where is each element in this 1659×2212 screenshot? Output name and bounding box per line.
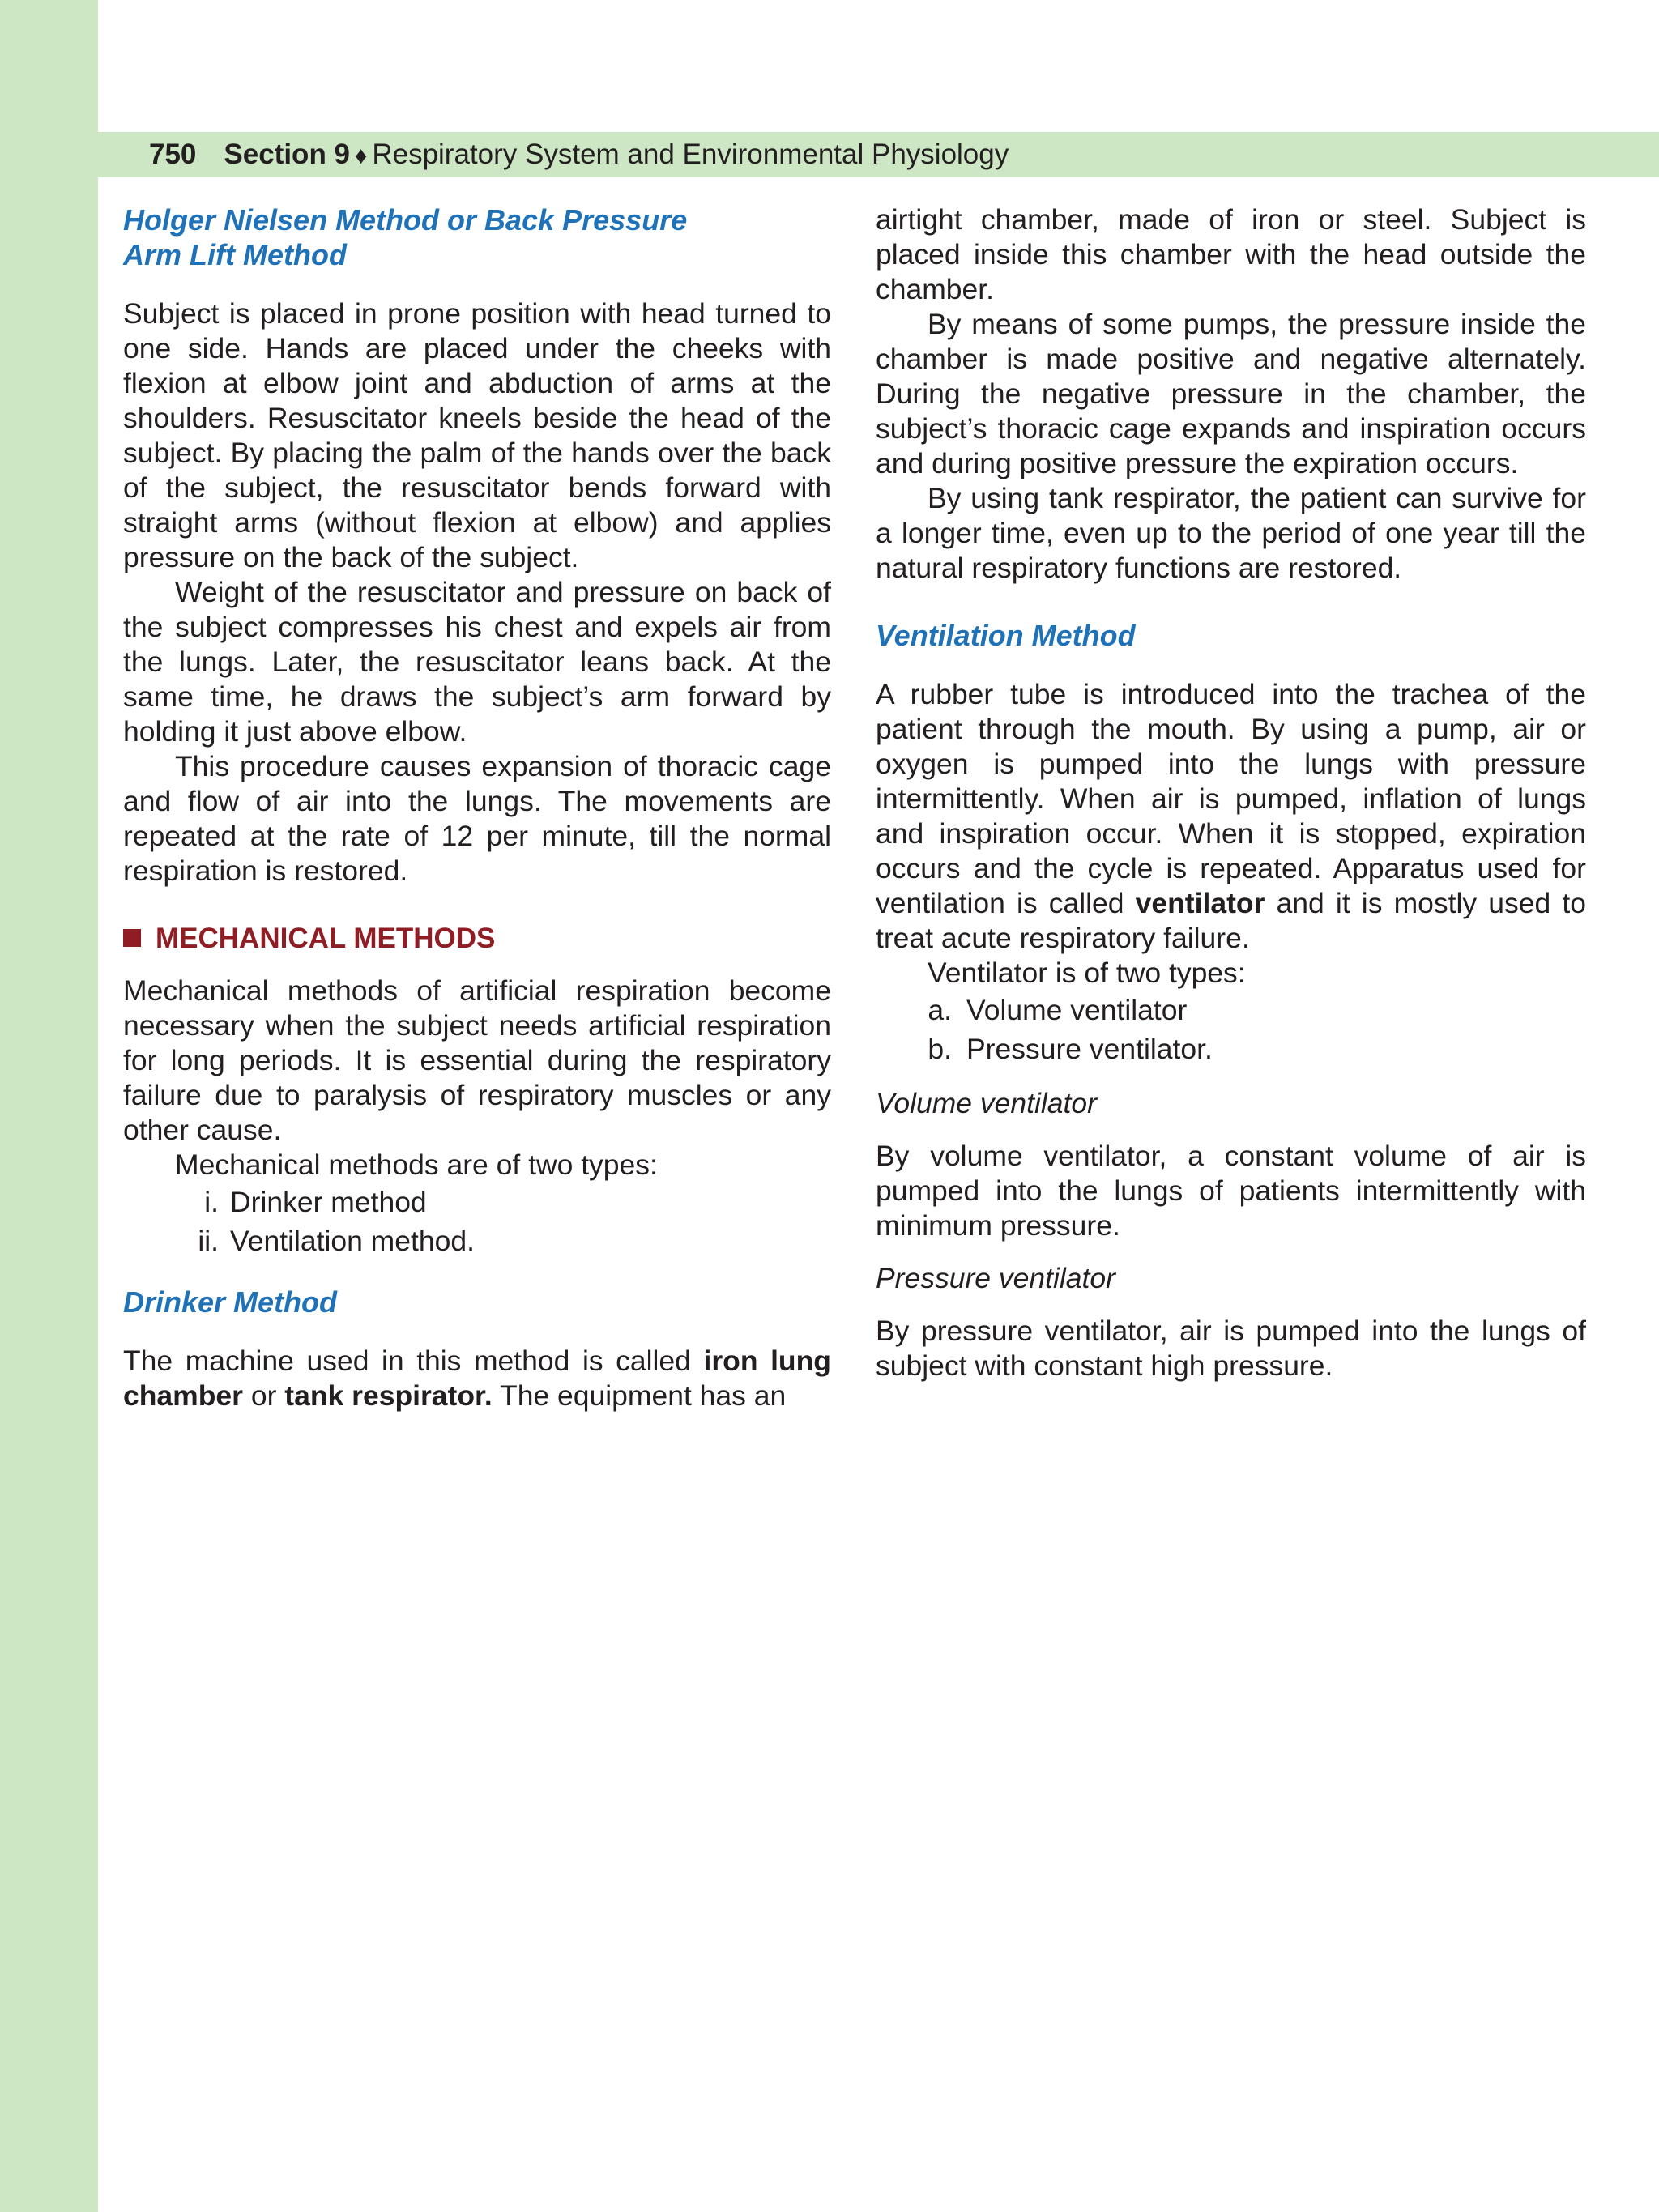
drinker-continued-paragraph-3: By using tank respirator, the patient can survive for a longer time, even up to the period of one year till the natural respiratory functions are restored. xyxy=(876,482,1586,584)
volume-ventilator-paragraph: By volume ventilator, a constant volume of air is pumped into the lungs of patients intermittently with minimum pressure. xyxy=(876,1140,1586,1242)
pressure-ventilator-heading: Pressure ventilator xyxy=(876,1262,1115,1294)
list-item: b. Pressure ventilator. xyxy=(928,1033,1213,1065)
holger-paragraph-2: Weight of the resuscitator and pressure on back of the subject compresses his chest and expels air from the lungs. Later, the resuscitator leans back. At the same time, he draws the subject’s arm forward by holding it just above elbow. xyxy=(123,576,831,748)
drinker-method-heading: Drinker Method xyxy=(123,1285,338,1319)
holger-paragraph-1: Subject is placed in prone position with head turned to one side. Hands are placed under the cheeks with flexion at elbow joint and abduction of arms at the shoulders. Resuscitator kneels beside the head of the subject. By placing the palm of the hands over the back of the subject, the resuscitator bends forward with straight arms (without flexion at elbow) and applies pressure on the back of the subject. xyxy=(123,297,831,573)
ventilator-types-list xyxy=(876,991,1586,1068)
pressure-ventilator-paragraph: By pressure ventilator, air is pumped into the lungs of subject with constant high pressure. xyxy=(876,1315,1586,1382)
square-bullet-icon xyxy=(123,929,141,947)
drinker-paragraph-1: The machine used in this method is called iron lung chamber or tank respirator. The equipment has an xyxy=(123,1345,831,1412)
mechanical-methods-heading: MECHANICAL METHODS xyxy=(123,921,831,956)
mechanical-paragraph-2: Mechanical methods are of two types: xyxy=(175,1149,658,1181)
ventilation-paragraph-2: Ventilator is of two types: xyxy=(928,957,1246,989)
holger-nielsen-heading: Holger Nielsen Method or Back Pressure Arm Lift Method xyxy=(123,203,688,271)
right-column xyxy=(876,202,1586,1383)
running-header xyxy=(149,132,1009,177)
left-column xyxy=(123,202,831,1413)
page-number: 750 xyxy=(149,139,197,170)
section-label: Section 9 xyxy=(224,139,351,170)
drinker-continued-paragraph-2: By means of some pumps, the pressure inside the chamber is made positive and negative alternately. During the negative pressure in the chamber, the subject’s thoracic cage expands and inspiration occurs and during positive pressure the expiration occurs. xyxy=(876,308,1586,479)
drinker-continued-paragraph-1: airtight chamber, made of iron or steel. Subject is placed inside this chamber with the head outside the chamber. xyxy=(876,203,1586,305)
mechanical-paragraph-1: Mechanical methods of artificial respiration become necessary when the subject needs artificial respiration for long periods. It is essential during the respiratory failure due to paralysis of respiratory muscles or any other cause. xyxy=(123,974,831,1146)
holger-paragraph-3: This procedure causes expansion of thoracic cage and flow of air into the lungs. The movements are repeated at the rate of 12 per minute, till the normal respiration is restored. xyxy=(123,750,831,887)
ventilation-paragraph-1: A rubber tube is introduced into the trachea of the patient through the mouth. By using a pump, air or oxygen is pumped into the lungs with pressure intermittently. When air is pumped, inflation of lungs and inspiration occur. When it is stopped, expiration occurs and the cycle is repeated. Apparatus used for ventilation is called ventilator and it is mostly used to treat acute respiratory failure. xyxy=(876,678,1586,954)
diamond-icon: ♦ xyxy=(355,143,368,169)
list-item: i. Drinker method xyxy=(204,1186,427,1218)
side-margin-band xyxy=(0,0,98,2212)
mechanical-types-list xyxy=(123,1183,831,1260)
header-title: Respiratory System and Environmental Physiology xyxy=(372,139,1009,170)
list-item: a. Volume ventilator xyxy=(928,994,1188,1026)
volume-ventilator-heading: Volume ventilator xyxy=(876,1087,1097,1119)
list-item: ii. Ventilation method. xyxy=(198,1225,475,1257)
ventilation-method-heading: Ventilation Method xyxy=(876,619,1136,652)
